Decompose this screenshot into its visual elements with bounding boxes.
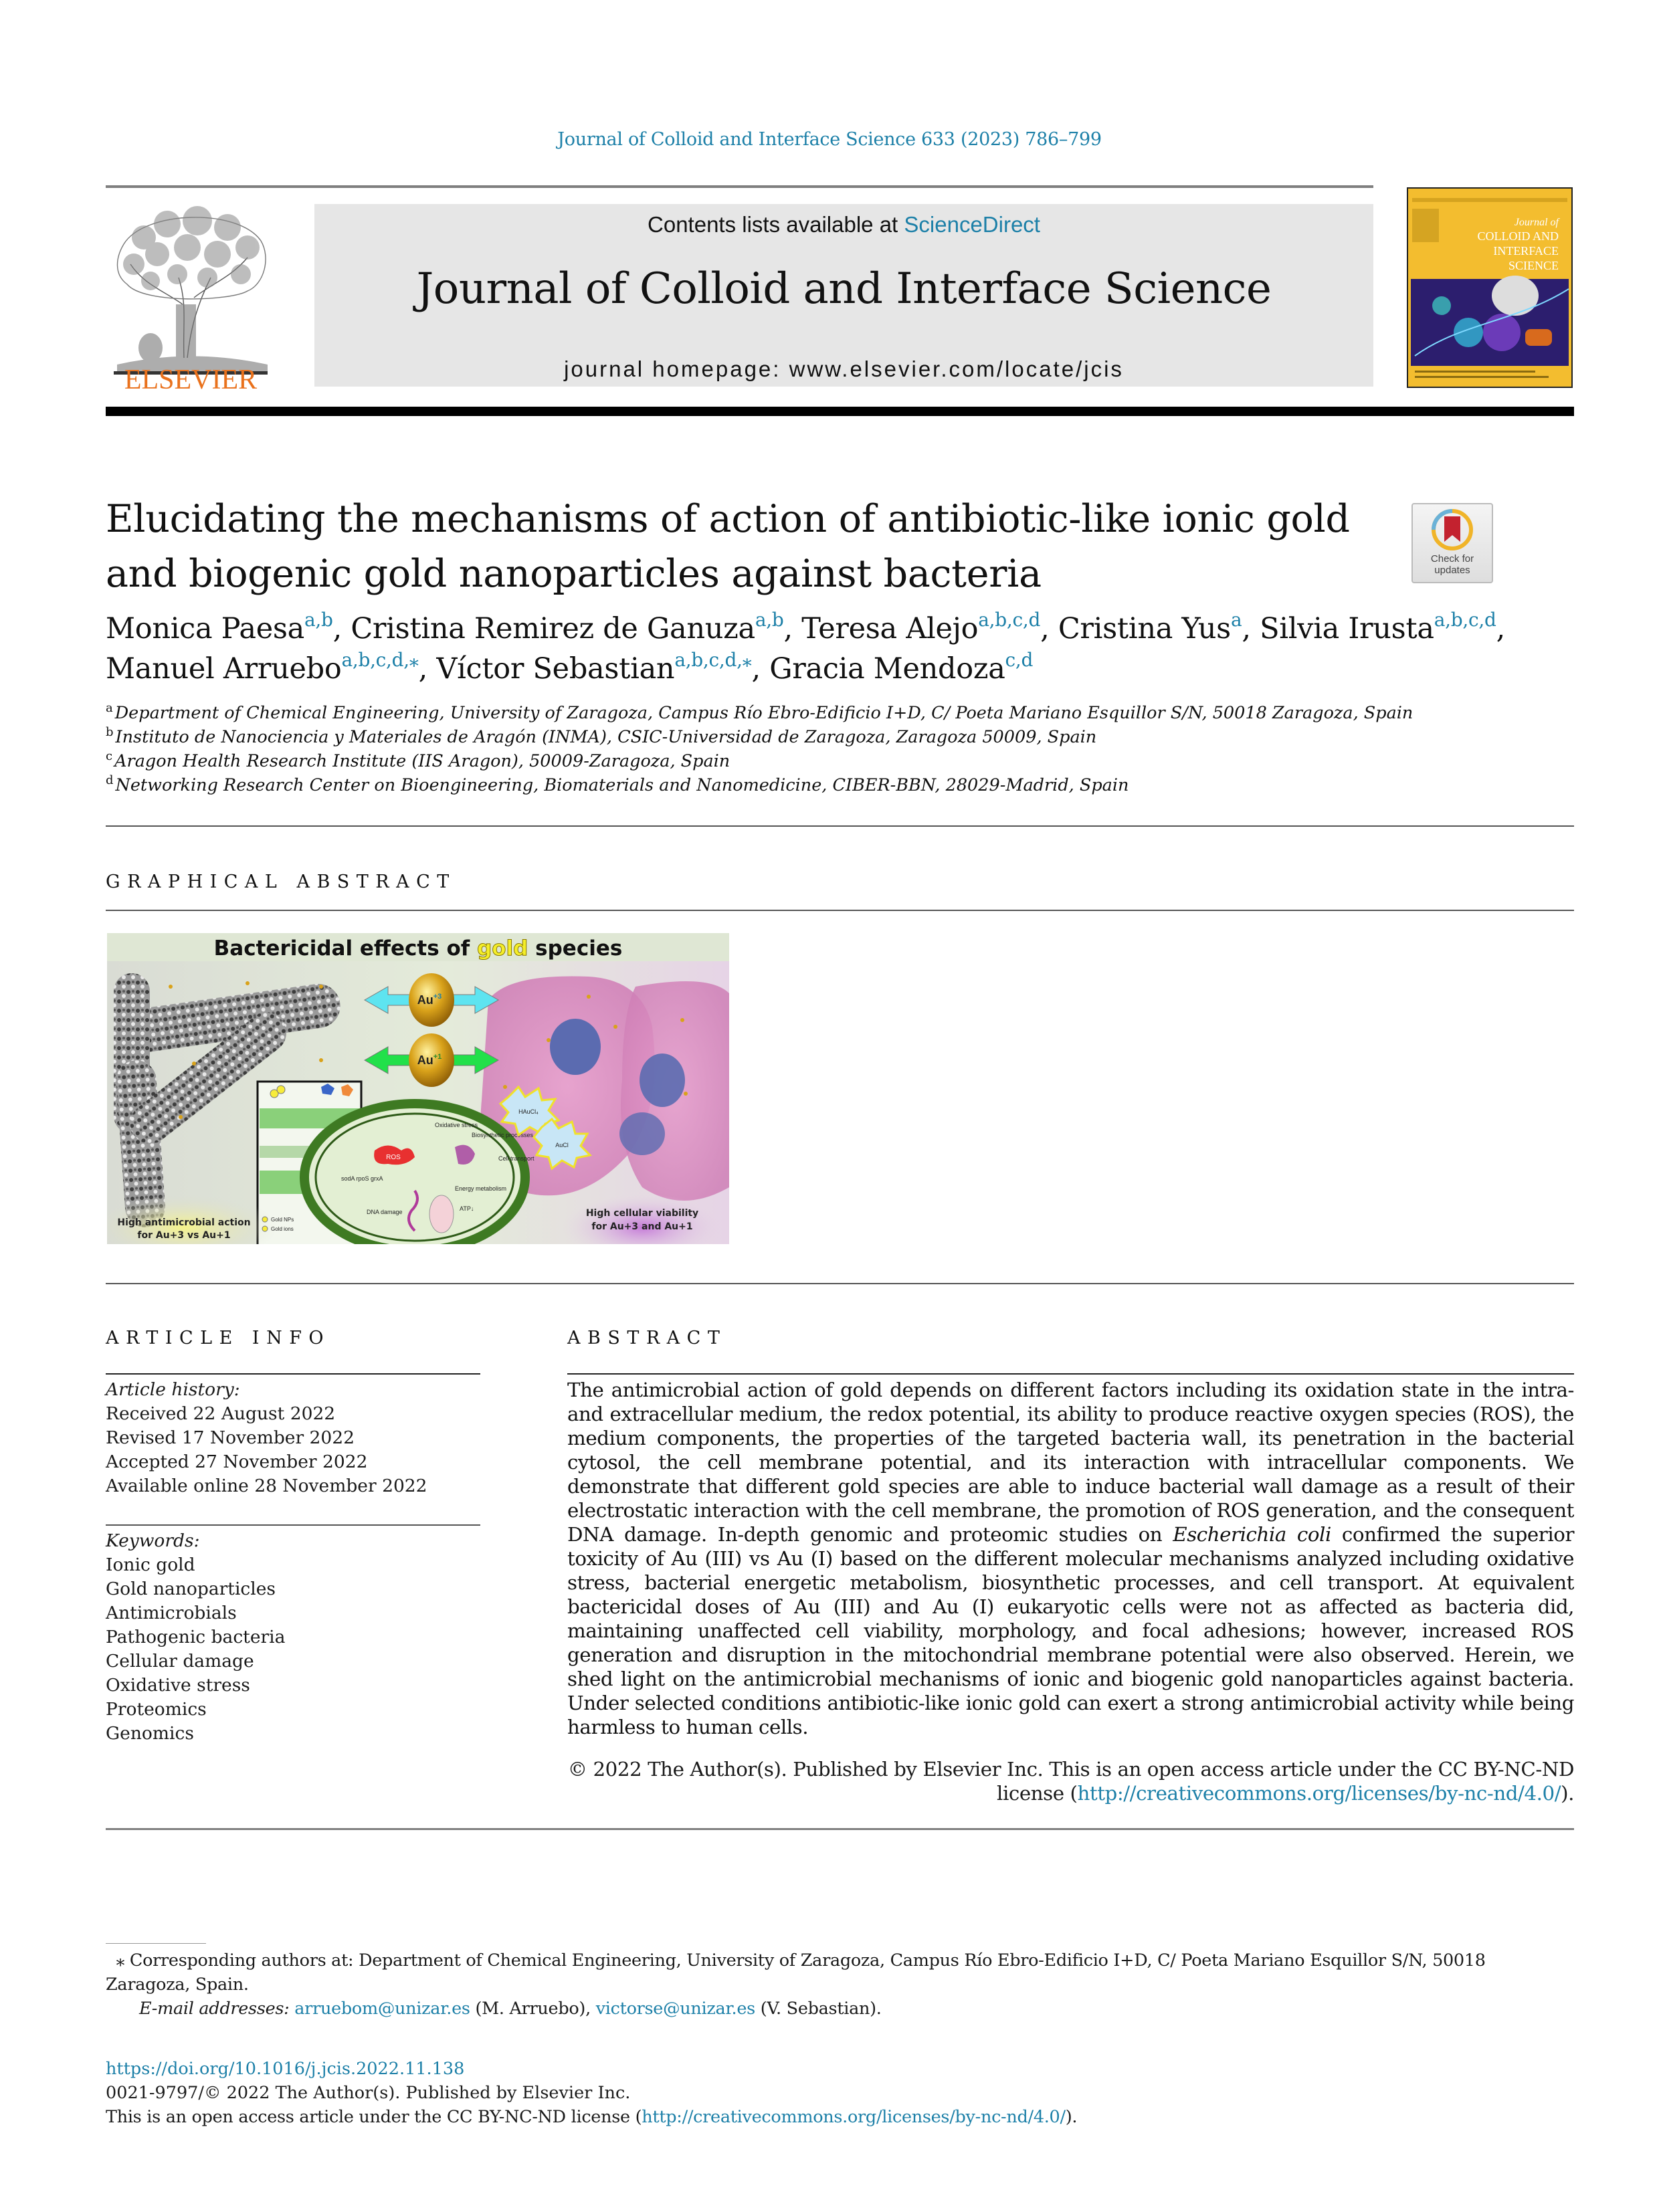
author[interactable]: Cristina Yus$^a$, (1058, 609, 1260, 645)
svg-text:Au+1: $Au^{+1}$ (417, 1053, 442, 1067)
check-for-updates-button[interactable] (1411, 503, 1493, 583)
svg-text:Oxidative stress: Oxidative stress (435, 1122, 478, 1128)
journal-cover-image (1407, 187, 1573, 388)
svg-text:ATP↓: ATP↓ (460, 1205, 474, 1212)
journal-citation-link[interactable]: Journal of Colloid and Interface Science 633 (2023) 786–799 (557, 129, 1102, 150)
keyword: Ionic gold (106, 1554, 195, 1575)
svg-text:INTERFACE: INTERFACE (1493, 244, 1559, 258)
keyword: Genomics (106, 1723, 194, 1744)
affiliation-item: $^b$ Instituto de Nanociencia y Materiales de Aragón (INMA), CSIC-Universidad de Zaragoza, Zaragoza 50009, Spain (106, 725, 1097, 747)
author[interactable]: Teresa Alejo$^{a,b,c,d}$, (801, 609, 1058, 645)
corresponding-footnote: ⁎ Corresponding authors at: Department of Chemical Engineering, University of Zaragoza, Campus Río Ebro-Edificio I+D, C/ Poeta Mariano Esquillor S/N, 50018 Zaragoza, Spain. E-mail addresses: arruebom@unizar.es (M. Arruebo), victorse@unizar.es (V. Sebastian). (106, 1950, 1486, 2019)
abstract-heading: ABSTRACT (567, 1328, 727, 1348)
affiliation-link[interactable]: a,b,c,d (1434, 609, 1496, 631)
svg-text:AuCl: AuCl (555, 1142, 569, 1148)
bookmark-icon (1444, 516, 1460, 542)
svg-text:ROS: ROS (386, 1154, 401, 1161)
email-link-sebastian[interactable]: victorse@unizar.es (595, 1999, 755, 2019)
journal-banner (314, 204, 1373, 387)
svg-text:HAuCl₄: HAuCl₄ (518, 1108, 539, 1115)
footnote-rule (106, 1943, 206, 1944)
keyword-list (106, 1553, 285, 1746)
elsevier-tree-icon (104, 204, 278, 391)
graphical-abstract-heading: GRAPHICAL ABSTRACT (106, 872, 456, 892)
section-divider (106, 910, 1574, 911)
svg-text:Check for: Check for (1430, 553, 1474, 565)
sciencedirect-link[interactable]: ScienceDirect (904, 212, 1040, 237)
affiliation-list (106, 701, 1577, 797)
license-link-footer[interactable]: http://creativecommons.org/licenses/by-nc-nd/4.0/ (642, 2107, 1066, 2127)
abstract-body: The antimicrobial action of gold depends on different factors including its oxidation state in the intra- and extracellular medium, the redox potential, its ability to produce reactive oxygen species (ROS), the medium components, the properties of the targeted bacteria wall, its penetration in the bacterial cytosol, the cell membrane potential, and its interaction with intracellular components. We demonstrate that different gold species are able to induce bacterial wall damage as a result of their electrostatic interaction with the cell membrane, the promotion of ROS generation, and the consequent DNA damage. In-depth genomic and proteomic studies on Escherichia coli confirmed the superior toxicity of Au (III) vs Au (I) based on the different molecular mechanisms analyzed including oxidative stress, bacterial energetic metabolism, biosynthetic processes, and cell transport. At equivalent bactericidal doses of Au (III) and Au (I) eukaryotic cells were not as affected as bacteria did, maintaining unaffected cell viability, morphology, and focal adhesions; however, increased ROS generation and disruption in the mitochondrial membrane potential were also observed. Herein, we shed light on the antimicrobial mechanisms of ionic and biogenic gold nanoparticles against bacteria. Under selected conditions antibiotic-like ionic gold can exert a strong antimicrobial activity while being harmless to human cells. (567, 1379, 1575, 1738)
affiliation-item: $^d$ Networking Research Center on Bioengineering, Biomaterials and Nanomedicine, CIBER-BBN, 28029-Madrid, Spain (106, 773, 1129, 795)
abstract-rule (567, 1373, 1574, 1375)
section-divider (106, 1283, 1574, 1284)
affiliation-link[interactable]: a,b,c,d (978, 609, 1041, 631)
svg-text:Gold ions: Gold ions (271, 1226, 294, 1232)
email-link-arruebo[interactable]: arruebom@unizar.es (294, 1999, 470, 2019)
keyword: Antimicrobials (106, 1603, 237, 1623)
keywords-label: Keywords: (106, 1530, 200, 1551)
keyword: Pathogenic bacteria (106, 1627, 286, 1647)
header-thick-rule (106, 407, 1574, 416)
affiliation-link[interactable]: a,b,c,d,⁎ (341, 649, 419, 671)
svg-text:for Au+3 and Au+1: for Au+3 and Au+1 (591, 1221, 693, 1232)
asterisk-icon: ⁎ (116, 1950, 125, 1971)
keyword: Gold nanoparticles (106, 1579, 276, 1599)
header-rule (106, 185, 1373, 188)
affiliation-link[interactable]: a,b,c,d,⁎ (674, 649, 752, 671)
journal-title: Journal of Colloid and Interface Science (416, 264, 1272, 314)
author[interactable]: Cristina Remirez de Ganuza$^{a,b}$, (351, 609, 802, 645)
author[interactable]: Víctor Sebastian$^{a,b,c,d,⁎}$, (436, 649, 770, 686)
affiliation-item: $^a$ Department of Chemical Engineering, University of Zaragoza, Campus Río Ebro-Edificio I+D, C/ Poeta Mariano Esquillor S/N, 50018 Zaragoza, Spain (106, 701, 1413, 723)
elsevier-logo (104, 204, 278, 391)
history-item: Accepted 27 November 2022 (106, 1451, 368, 1472)
keywords-rule (106, 1524, 480, 1526)
article-info-heading: ARTICLE INFO (106, 1328, 331, 1348)
svg-text:sodA rpoS grxA: sodA rpoS grxA (341, 1175, 383, 1182)
svg-text:for Au+3 vs Au+1: for Au+3 vs Au+1 (137, 1230, 231, 1241)
species-name: Escherichia coli (1173, 1523, 1331, 1546)
svg-text:Journal of: Journal of (1514, 217, 1559, 228)
svg-text:ELSEVIER: ELSEVIER (124, 365, 258, 391)
keyword: Oxidative stress (106, 1675, 250, 1696)
svg-text:COLLOID AND: COLLOID AND (1477, 229, 1559, 243)
history-item: Received 22 August 2022 (106, 1403, 336, 1424)
author-list (106, 609, 1577, 689)
svg-text:Energy metabolism: Energy metabolism (455, 1185, 507, 1192)
svg-text:High antimicrobial action: High antimicrobial action (117, 1217, 251, 1228)
svg-text:updates: updates (1434, 565, 1470, 576)
svg-text:Bactericidal effects of gold s: Bactericidal effects of gold species (213, 936, 623, 961)
author[interactable]: Manuel Arruebo$^{a,b,c,d,⁎}$, (106, 649, 437, 686)
contents-prefix: Contents lists available at (648, 212, 904, 237)
affiliation-link[interactable]: a,b (304, 609, 333, 631)
svg-text:Cell transport: Cell transport (498, 1155, 534, 1162)
abstract-copyright: © 2022 The Author(s). Published by Elsevier Inc. This is an open access article under the CC BY-NC-ND license (http://creativecommons.org/licenses/by-nc-nd/4.0/). (567, 1758, 1574, 1805)
issn-line: 0021-9797/© 2022 The Author(s). Published by Elsevier Inc. (106, 2083, 631, 2103)
journal-homepage[interactable]: journal homepage: www.elsevier.com/locate/jcis (564, 357, 1124, 381)
affiliation-link[interactable]: a,b (755, 609, 784, 631)
article-info-rule (106, 1373, 480, 1375)
svg-text:SCIENCE: SCIENCE (1508, 259, 1559, 272)
affiliation-item: $^c$ Aragon Health Research Institute (IIS Aragon), 50009-Zaragoza, Spain (106, 749, 730, 771)
article-history (106, 1402, 427, 1498)
keyword: Cellular damage (106, 1651, 254, 1672)
open-access-line: This is an open access article under the CC BY-NC-ND license (http://creativecommons.org/licenses/by-nc-nd/4.0/). (106, 2107, 1078, 2127)
contents-available-line (314, 212, 1373, 237)
affiliation-link[interactable]: c,d (1005, 649, 1034, 671)
section-divider (106, 1828, 1574, 1830)
author[interactable]: Monica Paesa$^{a,b}$, (106, 609, 351, 645)
article-history-label: Article history: (106, 1379, 240, 1400)
affiliation-link[interactable]: a (1230, 609, 1242, 631)
svg-text:Biosynthetic processes: Biosynthetic processes (472, 1132, 534, 1138)
section-divider (106, 825, 1574, 827)
svg-text:High cellular viability: High cellular viability (585, 1208, 699, 1219)
svg-text:Gold NPs: Gold NPs (271, 1217, 294, 1223)
author[interactable]: Gracia Mendoza$^{c,d}$ (769, 649, 1034, 686)
svg-text:DNA damage: DNA damage (367, 1209, 403, 1215)
svg-text:Au+3: $Au^{+3}$ (417, 993, 442, 1007)
author[interactable]: Silvia Irusta$^{a,b,c,d}$, (1260, 609, 1505, 645)
history-item: Revised 17 November 2022 (106, 1427, 355, 1448)
article-title: Elucidating the mechanisms of action of antibiotic-like ionic gold and biogenic gold nanoparticles against bacteria (106, 497, 1350, 596)
license-link[interactable]: http://creativecommons.org/licenses/by-nc-nd/4.0/ (1077, 1782, 1561, 1805)
doi-link[interactable]: https://doi.org/10.1016/j.jcis.2022.11.138 (106, 2059, 465, 2079)
history-item: Available online 28 November 2022 (106, 1476, 427, 1496)
graphical-abstract-figure[interactable] (107, 933, 729, 1244)
keyword: Proteomics (106, 1699, 207, 1720)
